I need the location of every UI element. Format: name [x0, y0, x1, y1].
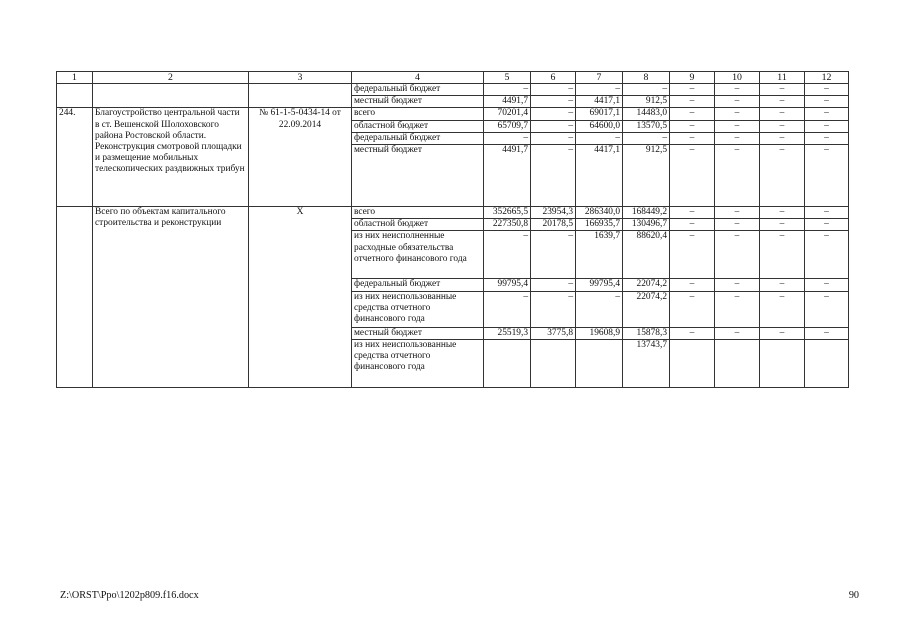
value-cell: 4417,1	[576, 145, 623, 207]
value-cell: –	[715, 231, 760, 279]
column-number-cell: 4	[352, 72, 484, 84]
budget-source-cell: всего	[352, 207, 484, 219]
value-cell: 15878,3	[623, 327, 670, 339]
budget-source-cell: из них неиспользованные средства отчетного финансового года	[352, 339, 484, 387]
value-cell: –	[805, 120, 849, 132]
value-cell: 4417,1	[576, 96, 623, 108]
value-cell: –	[670, 327, 715, 339]
table-row	[57, 207, 849, 219]
value-cell: 3775,8	[531, 327, 576, 339]
budget-source-cell: из них неисполненные расходные обязательства отчетного финансового года	[352, 231, 484, 279]
budget-source-cell: из них неиспользованные средства отчетного финансового года	[352, 291, 484, 327]
value-cell: –	[760, 84, 805, 96]
value-cell: –	[715, 291, 760, 327]
value-cell: –	[715, 219, 760, 231]
value-cell: 13743,7	[623, 339, 670, 387]
value-cell: –	[760, 207, 805, 219]
value-cell: –	[484, 84, 531, 96]
object-name-cell: Благоустройство центральной части в ст. Вешенской Шолоховского района Ростовской области. Реконструкция смотровой площадки и размещение мобильных телескопических раздвижных трибун	[93, 108, 249, 207]
value-cell: –	[805, 96, 849, 108]
budget-source-cell: местный бюджет	[352, 96, 484, 108]
budget-source-cell: федеральный бюджет	[352, 84, 484, 96]
value-cell	[760, 339, 805, 387]
value-cell: –	[576, 291, 623, 327]
value-cell: 352665,5	[484, 207, 531, 219]
value-cell: –	[715, 132, 760, 144]
value-cell: –	[484, 132, 531, 144]
budget-source-cell: областной бюджет	[352, 219, 484, 231]
value-cell: –	[805, 327, 849, 339]
column-number-cell: 12	[805, 72, 849, 84]
total-doc-cell: Х	[249, 207, 352, 388]
value-cell: –	[623, 132, 670, 144]
value-cell: –	[670, 219, 715, 231]
value-cell: –	[670, 132, 715, 144]
column-number-cell: 7	[576, 72, 623, 84]
value-cell: –	[760, 291, 805, 327]
value-cell: –	[805, 145, 849, 207]
column-number-cell: 10	[715, 72, 760, 84]
value-cell: 64600,0	[576, 120, 623, 132]
value-cell: 25519,3	[484, 327, 531, 339]
value-cell: –	[715, 108, 760, 120]
column-number-cell: 2	[93, 72, 249, 84]
value-cell: –	[670, 145, 715, 207]
total-name-cell: Всего по объектам капитального строительства и реконструкции	[93, 207, 249, 388]
value-cell: 1639,7	[576, 231, 623, 279]
value-cell	[670, 339, 715, 387]
table-row	[57, 84, 849, 96]
value-cell: –	[531, 291, 576, 327]
value-cell	[805, 339, 849, 387]
value-cell: 19608,9	[576, 327, 623, 339]
value-cell: –	[531, 132, 576, 144]
value-cell: –	[531, 145, 576, 207]
value-cell	[531, 339, 576, 387]
footer-file-path: Z:\ORST\Ppo\1202p809.f16.docx	[60, 590, 199, 601]
value-cell: 99795,4	[576, 279, 623, 291]
budget-source-cell: всего	[352, 108, 484, 120]
value-cell: –	[715, 96, 760, 108]
value-cell: –	[531, 84, 576, 96]
value-cell: –	[484, 231, 531, 279]
budget-source-cell: федеральный бюджет	[352, 132, 484, 144]
value-cell: 14483,0	[623, 108, 670, 120]
value-cell: –	[670, 120, 715, 132]
value-cell: –	[760, 145, 805, 207]
column-number-cell: 1	[57, 72, 93, 84]
table-row	[57, 108, 849, 120]
value-cell: 70201,4	[484, 108, 531, 120]
footer-page-number: 90	[848, 590, 859, 601]
value-cell: –	[670, 279, 715, 291]
value-cell: –	[760, 96, 805, 108]
value-cell: –	[670, 108, 715, 120]
value-cell: –	[670, 291, 715, 327]
empty-cell	[93, 84, 249, 108]
value-cell: –	[623, 84, 670, 96]
value-cell: –	[531, 96, 576, 108]
value-cell: 13570,5	[623, 120, 670, 132]
value-cell: –	[670, 207, 715, 219]
column-number-cell: 9	[670, 72, 715, 84]
value-cell: 227350,8	[484, 219, 531, 231]
value-cell: –	[760, 279, 805, 291]
value-cell: –	[760, 108, 805, 120]
value-cell: –	[670, 231, 715, 279]
value-cell: –	[715, 279, 760, 291]
value-cell	[576, 339, 623, 387]
empty-cell	[57, 207, 93, 388]
budget-source-cell: областной бюджет	[352, 120, 484, 132]
empty-cell	[57, 84, 93, 108]
value-cell	[484, 339, 531, 387]
value-cell: –	[484, 291, 531, 327]
value-cell: –	[805, 132, 849, 144]
value-cell: 88620,4	[623, 231, 670, 279]
value-cell: 912,5	[623, 96, 670, 108]
value-cell: –	[531, 108, 576, 120]
value-cell: –	[805, 231, 849, 279]
value-cell: –	[531, 231, 576, 279]
value-cell: 286340,0	[576, 207, 623, 219]
value-cell: –	[805, 108, 849, 120]
value-cell: –	[531, 279, 576, 291]
value-cell: –	[805, 279, 849, 291]
item-number-cell: 244.	[57, 108, 93, 207]
value-cell: 130496,7	[623, 219, 670, 231]
value-cell: –	[715, 145, 760, 207]
budget-source-cell: местный бюджет	[352, 327, 484, 339]
value-cell: –	[715, 207, 760, 219]
value-cell: –	[805, 84, 849, 96]
value-cell: 22074,2	[623, 279, 670, 291]
value-cell: 65709,7	[484, 120, 531, 132]
column-number-cell: 5	[484, 72, 531, 84]
value-cell: –	[715, 84, 760, 96]
value-cell: –	[715, 327, 760, 339]
value-cell: –	[576, 132, 623, 144]
empty-cell	[249, 84, 352, 108]
value-cell: –	[805, 207, 849, 219]
value-cell: –	[760, 219, 805, 231]
value-cell: 20178,5	[531, 219, 576, 231]
value-cell: –	[531, 120, 576, 132]
value-cell: –	[670, 84, 715, 96]
value-cell: –	[760, 327, 805, 339]
value-cell: 912,5	[623, 145, 670, 207]
value-cell: –	[805, 219, 849, 231]
header-row	[57, 72, 849, 84]
budget-source-cell: местный бюджет	[352, 145, 484, 207]
budget-table	[56, 71, 849, 388]
column-number-cell: 8	[623, 72, 670, 84]
value-cell: –	[576, 84, 623, 96]
value-cell: –	[805, 291, 849, 327]
value-cell: –	[760, 231, 805, 279]
value-cell: –	[760, 132, 805, 144]
value-cell: –	[715, 120, 760, 132]
value-cell: 99795,4	[484, 279, 531, 291]
column-number-cell: 6	[531, 72, 576, 84]
value-cell: –	[670, 96, 715, 108]
value-cell	[715, 339, 760, 387]
value-cell: 4491,7	[484, 96, 531, 108]
value-cell: 168449,2	[623, 207, 670, 219]
value-cell: 166935,7	[576, 219, 623, 231]
value-cell: 22074,2	[623, 291, 670, 327]
value-cell: 23954,3	[531, 207, 576, 219]
value-cell: 4491,7	[484, 145, 531, 207]
budget-source-cell: федеральный бюджет	[352, 279, 484, 291]
value-cell: –	[760, 120, 805, 132]
value-cell: 69017,1	[576, 108, 623, 120]
document-number-cell: № 61-1-5-0434-14 от 22.09.2014	[249, 108, 352, 207]
column-number-cell: 11	[760, 72, 805, 84]
column-number-cell: 3	[249, 72, 352, 84]
